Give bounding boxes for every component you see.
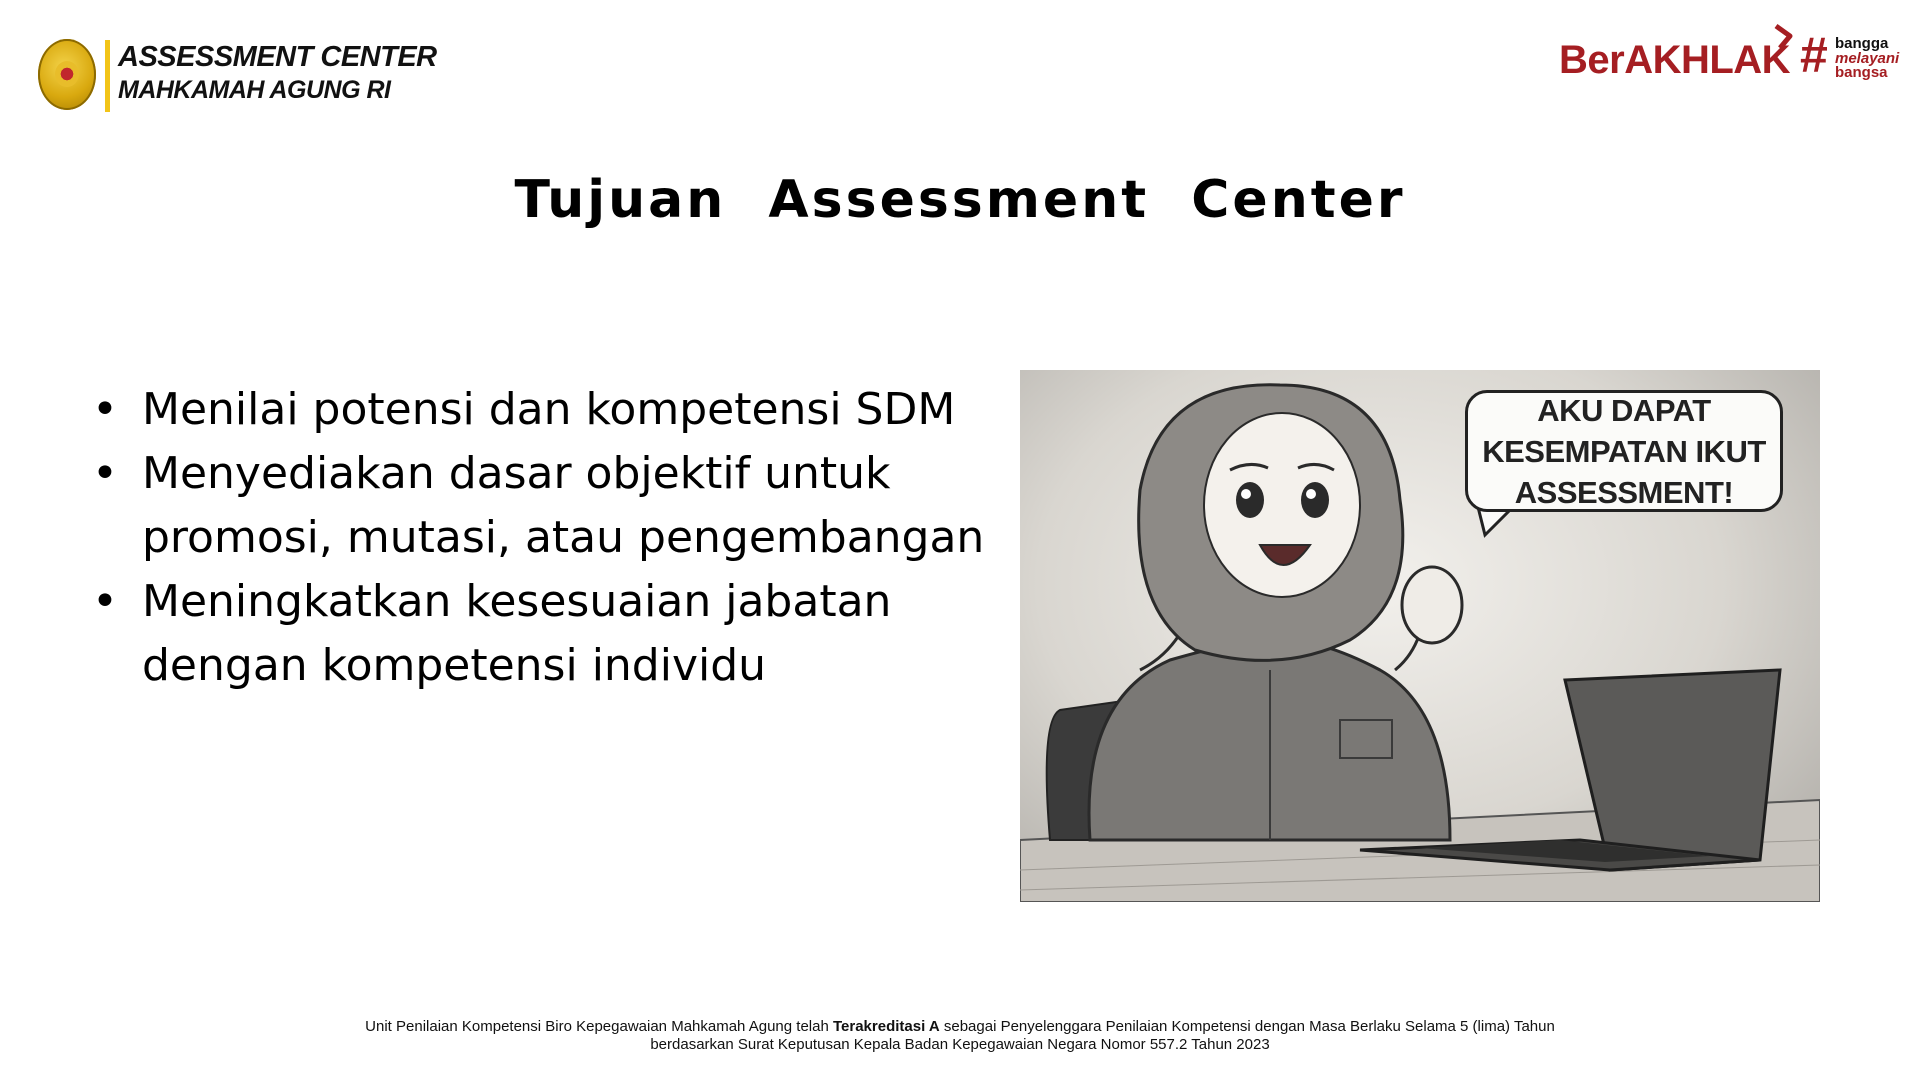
org-name-line1: ASSESSMENT CENTER: [118, 41, 437, 73]
footer-line1-pre: Unit Penilaian Kompetensi Biro Kepegawaian Mahkamah Agung telah: [365, 1018, 833, 1035]
speech-bubble: [1465, 390, 1783, 512]
chevron-right-icon: [1770, 22, 1800, 52]
footer-line1-bold: Terakreditasi A: [832, 1018, 940, 1035]
list-item: [90, 442, 990, 570]
bullet-text: Menilai potensi dan kompetensi SDM: [142, 384, 956, 435]
bullet-icon: •: [92, 576, 118, 627]
tagline-word: bangga: [1835, 35, 1889, 52]
footer-line2: berdasarkan Surat Keputusan Kepala Badan Kepegawaian Negara Nomor 557.2 Tahun 2023: [650, 1036, 1270, 1053]
bullet-text: Meningkatkan kesesuaian jabatan dengan kompetensi individu: [142, 576, 892, 691]
list-item: [90, 378, 990, 442]
hashtag-symbol: #: [1800, 27, 1828, 83]
header-divider: [105, 40, 110, 112]
mahkamah-agung-emblem: [38, 39, 96, 110]
bullet-list: [90, 378, 990, 698]
bullet-icon: •: [92, 384, 118, 435]
footer-line1-post: sebagai Penyelenggara Penilaian Kompetensi dengan Masa Berlaku Selama 5 (lima) Tahun: [939, 1018, 1555, 1035]
org-name-line2: MAHKAMAH AGUNG RI: [118, 76, 391, 104]
tagline-word: bangsa: [1835, 64, 1888, 81]
tagline-word: melayani: [1835, 50, 1900, 67]
list-item: [90, 570, 990, 698]
accreditation-footer: [0, 1018, 1920, 1054]
bullet-icon: •: [92, 448, 118, 499]
footer-line1: [0, 1018, 1920, 1036]
hijab-woman-laptop-illustration: [1020, 370, 1820, 902]
slide-title: Tujuan Assessment Center: [514, 170, 1406, 230]
berakhlak-logo: BerAKHLAK: [1559, 38, 1791, 82]
bullet-text: Menyediakan dasar objektif untuk promosi, mutasi, atau pengembangan: [142, 448, 985, 563]
speech-bubble-text: AKU DAPAT KESEMPATAN IKUT ASSESSMENT!: [1482, 392, 1766, 510]
